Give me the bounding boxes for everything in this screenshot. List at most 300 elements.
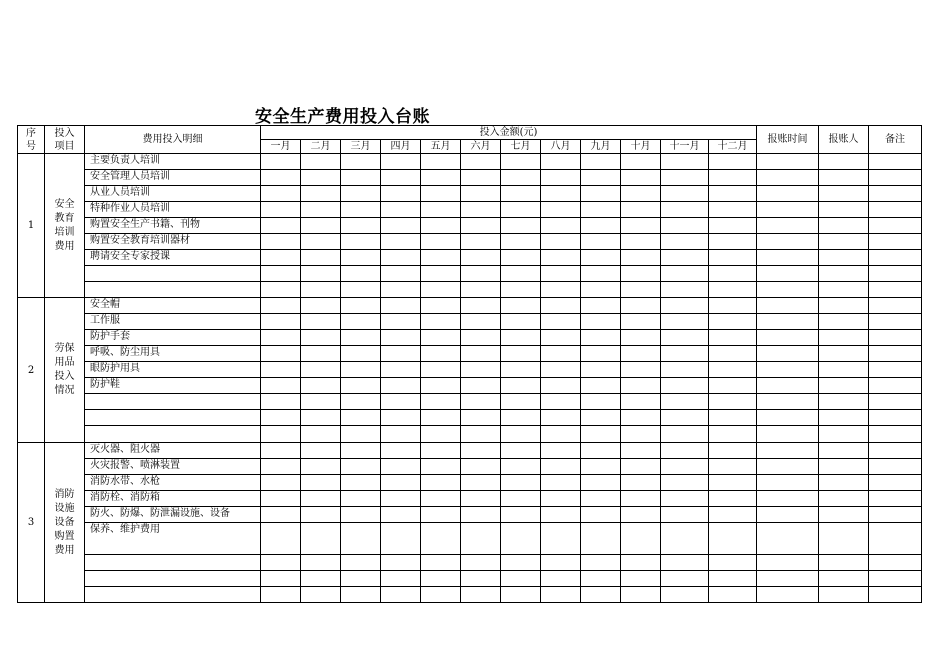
month-amount-cell[interactable] [709, 202, 757, 218]
month-amount-cell[interactable] [421, 587, 461, 603]
month-amount-cell[interactable] [341, 266, 381, 282]
reporter-cell[interactable] [819, 282, 869, 298]
month-amount-cell[interactable] [261, 298, 301, 314]
month-amount-cell[interactable] [341, 346, 381, 362]
month-amount-cell[interactable] [341, 394, 381, 410]
month-amount-cell[interactable] [341, 459, 381, 475]
month-amount-cell[interactable] [301, 491, 341, 507]
month-amount-cell[interactable] [501, 426, 541, 443]
month-amount-cell[interactable] [261, 443, 301, 459]
remark-cell[interactable] [869, 154, 922, 170]
month-amount-cell[interactable] [661, 523, 709, 555]
report-time-cell[interactable] [757, 378, 819, 394]
month-amount-cell[interactable] [581, 314, 621, 330]
month-amount-cell[interactable] [709, 491, 757, 507]
month-amount-cell[interactable] [381, 491, 421, 507]
month-amount-cell[interactable] [301, 426, 341, 443]
month-amount-cell[interactable] [341, 218, 381, 234]
month-amount-cell[interactable] [341, 491, 381, 507]
remark-cell[interactable] [869, 378, 922, 394]
month-amount-cell[interactable] [581, 410, 621, 426]
month-amount-cell[interactable] [421, 314, 461, 330]
month-amount-cell[interactable] [581, 587, 621, 603]
month-amount-cell[interactable] [461, 475, 501, 491]
month-amount-cell[interactable] [581, 571, 621, 587]
month-amount-cell[interactable] [421, 571, 461, 587]
month-amount-cell[interactable] [709, 362, 757, 378]
month-amount-cell[interactable] [661, 234, 709, 250]
month-amount-cell[interactable] [621, 154, 661, 170]
month-amount-cell[interactable] [541, 234, 581, 250]
month-amount-cell[interactable] [301, 507, 341, 523]
reporter-cell[interactable] [819, 298, 869, 314]
month-amount-cell[interactable] [541, 282, 581, 298]
month-amount-cell[interactable] [581, 507, 621, 523]
month-amount-cell[interactable] [541, 170, 581, 186]
month-amount-cell[interactable] [421, 523, 461, 555]
month-amount-cell[interactable] [341, 298, 381, 314]
month-amount-cell[interactable] [661, 202, 709, 218]
month-amount-cell[interactable] [661, 154, 709, 170]
month-amount-cell[interactable] [301, 170, 341, 186]
month-amount-cell[interactable] [661, 314, 709, 330]
month-amount-cell[interactable] [341, 170, 381, 186]
reporter-cell[interactable] [819, 314, 869, 330]
month-amount-cell[interactable] [421, 378, 461, 394]
remark-cell[interactable] [869, 266, 922, 282]
month-amount-cell[interactable] [301, 202, 341, 218]
month-amount-cell[interactable] [541, 186, 581, 202]
month-amount-cell[interactable] [621, 587, 661, 603]
month-amount-cell[interactable] [461, 154, 501, 170]
reporter-cell[interactable] [819, 218, 869, 234]
remark-cell[interactable] [869, 475, 922, 491]
month-amount-cell[interactable] [341, 314, 381, 330]
month-amount-cell[interactable] [661, 555, 709, 571]
month-amount-cell[interactable] [461, 282, 501, 298]
month-amount-cell[interactable] [461, 346, 501, 362]
month-amount-cell[interactable] [301, 234, 341, 250]
reporter-cell[interactable] [819, 587, 869, 603]
report-time-cell[interactable] [757, 394, 819, 410]
month-amount-cell[interactable] [709, 266, 757, 282]
remark-cell[interactable] [869, 202, 922, 218]
reporter-cell[interactable] [819, 571, 869, 587]
month-amount-cell[interactable] [381, 475, 421, 491]
reporter-cell[interactable] [819, 170, 869, 186]
month-amount-cell[interactable] [621, 459, 661, 475]
month-amount-cell[interactable] [501, 170, 541, 186]
month-amount-cell[interactable] [301, 218, 341, 234]
month-amount-cell[interactable] [261, 587, 301, 603]
month-amount-cell[interactable] [381, 218, 421, 234]
month-amount-cell[interactable] [621, 507, 661, 523]
month-amount-cell[interactable] [709, 475, 757, 491]
month-amount-cell[interactable] [621, 394, 661, 410]
month-amount-cell[interactable] [621, 282, 661, 298]
month-amount-cell[interactable] [301, 154, 341, 170]
month-amount-cell[interactable] [381, 571, 421, 587]
month-amount-cell[interactable] [261, 314, 301, 330]
month-amount-cell[interactable] [621, 314, 661, 330]
remark-cell[interactable] [869, 426, 922, 443]
month-amount-cell[interactable] [661, 250, 709, 266]
month-amount-cell[interactable] [421, 491, 461, 507]
month-amount-cell[interactable] [341, 234, 381, 250]
month-amount-cell[interactable] [661, 507, 709, 523]
report-time-cell[interactable] [757, 266, 819, 282]
month-amount-cell[interactable] [621, 170, 661, 186]
month-amount-cell[interactable] [421, 443, 461, 459]
month-amount-cell[interactable] [661, 410, 709, 426]
month-amount-cell[interactable] [621, 523, 661, 555]
month-amount-cell[interactable] [621, 378, 661, 394]
month-amount-cell[interactable] [541, 394, 581, 410]
month-amount-cell[interactable] [501, 314, 541, 330]
month-amount-cell[interactable] [501, 298, 541, 314]
reporter-cell[interactable] [819, 459, 869, 475]
month-amount-cell[interactable] [301, 523, 341, 555]
month-amount-cell[interactable] [381, 410, 421, 426]
month-amount-cell[interactable] [261, 394, 301, 410]
month-amount-cell[interactable] [541, 491, 581, 507]
month-amount-cell[interactable] [621, 218, 661, 234]
month-amount-cell[interactable] [501, 346, 541, 362]
month-amount-cell[interactable] [341, 475, 381, 491]
month-amount-cell[interactable] [581, 459, 621, 475]
month-amount-cell[interactable] [381, 378, 421, 394]
month-amount-cell[interactable] [301, 282, 341, 298]
month-amount-cell[interactable] [261, 234, 301, 250]
month-amount-cell[interactable] [261, 218, 301, 234]
month-amount-cell[interactable] [261, 250, 301, 266]
month-amount-cell[interactable] [501, 555, 541, 571]
month-amount-cell[interactable] [421, 250, 461, 266]
report-time-cell[interactable] [757, 314, 819, 330]
month-amount-cell[interactable] [261, 507, 301, 523]
month-amount-cell[interactable] [261, 491, 301, 507]
month-amount-cell[interactable] [261, 154, 301, 170]
month-amount-cell[interactable] [461, 507, 501, 523]
month-amount-cell[interactable] [581, 218, 621, 234]
month-amount-cell[interactable] [581, 394, 621, 410]
month-amount-cell[interactable] [381, 186, 421, 202]
reporter-cell[interactable] [819, 410, 869, 426]
month-amount-cell[interactable] [501, 330, 541, 346]
remark-cell[interactable] [869, 218, 922, 234]
report-time-cell[interactable] [757, 491, 819, 507]
month-amount-cell[interactable] [709, 426, 757, 443]
report-time-cell[interactable] [757, 475, 819, 491]
report-time-cell[interactable] [757, 202, 819, 218]
month-amount-cell[interactable] [709, 571, 757, 587]
month-amount-cell[interactable] [461, 443, 501, 459]
month-amount-cell[interactable] [709, 154, 757, 170]
month-amount-cell[interactable] [581, 154, 621, 170]
month-amount-cell[interactable] [461, 234, 501, 250]
month-amount-cell[interactable] [709, 314, 757, 330]
month-amount-cell[interactable] [421, 410, 461, 426]
month-amount-cell[interactable] [501, 587, 541, 603]
report-time-cell[interactable] [757, 346, 819, 362]
remark-cell[interactable] [869, 186, 922, 202]
report-time-cell[interactable] [757, 218, 819, 234]
remark-cell[interactable] [869, 507, 922, 523]
month-amount-cell[interactable] [661, 330, 709, 346]
month-amount-cell[interactable] [341, 571, 381, 587]
month-amount-cell[interactable] [301, 475, 341, 491]
month-amount-cell[interactable] [501, 282, 541, 298]
month-amount-cell[interactable] [421, 459, 461, 475]
month-amount-cell[interactable] [621, 475, 661, 491]
month-amount-cell[interactable] [709, 298, 757, 314]
month-amount-cell[interactable] [341, 410, 381, 426]
month-amount-cell[interactable] [381, 346, 421, 362]
month-amount-cell[interactable] [261, 330, 301, 346]
month-amount-cell[interactable] [461, 523, 501, 555]
report-time-cell[interactable] [757, 234, 819, 250]
month-amount-cell[interactable] [581, 298, 621, 314]
remark-cell[interactable] [869, 314, 922, 330]
month-amount-cell[interactable] [381, 507, 421, 523]
month-amount-cell[interactable] [501, 523, 541, 555]
month-amount-cell[interactable] [301, 186, 341, 202]
month-amount-cell[interactable] [381, 234, 421, 250]
month-amount-cell[interactable] [709, 234, 757, 250]
month-amount-cell[interactable] [501, 218, 541, 234]
month-amount-cell[interactable] [261, 282, 301, 298]
month-amount-cell[interactable] [541, 378, 581, 394]
month-amount-cell[interactable] [301, 378, 341, 394]
month-amount-cell[interactable] [581, 330, 621, 346]
report-time-cell[interactable] [757, 426, 819, 443]
month-amount-cell[interactable] [421, 507, 461, 523]
month-amount-cell[interactable] [709, 443, 757, 459]
month-amount-cell[interactable] [501, 186, 541, 202]
month-amount-cell[interactable] [581, 202, 621, 218]
month-amount-cell[interactable] [541, 410, 581, 426]
month-amount-cell[interactable] [541, 330, 581, 346]
month-amount-cell[interactable] [581, 426, 621, 443]
month-amount-cell[interactable] [381, 587, 421, 603]
month-amount-cell[interactable] [341, 282, 381, 298]
report-time-cell[interactable] [757, 250, 819, 266]
report-time-cell[interactable] [757, 282, 819, 298]
month-amount-cell[interactable] [301, 555, 341, 571]
month-amount-cell[interactable] [501, 362, 541, 378]
month-amount-cell[interactable] [381, 426, 421, 443]
month-amount-cell[interactable] [381, 202, 421, 218]
report-time-cell[interactable] [757, 587, 819, 603]
month-amount-cell[interactable] [381, 282, 421, 298]
month-amount-cell[interactable] [461, 298, 501, 314]
reporter-cell[interactable] [819, 555, 869, 571]
month-amount-cell[interactable] [301, 587, 341, 603]
month-amount-cell[interactable] [581, 491, 621, 507]
month-amount-cell[interactable] [581, 186, 621, 202]
month-amount-cell[interactable] [709, 507, 757, 523]
month-amount-cell[interactable] [501, 459, 541, 475]
month-amount-cell[interactable] [341, 202, 381, 218]
month-amount-cell[interactable] [301, 330, 341, 346]
report-time-cell[interactable] [757, 186, 819, 202]
month-amount-cell[interactable] [709, 330, 757, 346]
month-amount-cell[interactable] [381, 170, 421, 186]
month-amount-cell[interactable] [461, 186, 501, 202]
remark-cell[interactable] [869, 523, 922, 555]
month-amount-cell[interactable] [541, 362, 581, 378]
reporter-cell[interactable] [819, 394, 869, 410]
month-amount-cell[interactable] [621, 234, 661, 250]
month-amount-cell[interactable] [421, 475, 461, 491]
month-amount-cell[interactable] [341, 587, 381, 603]
report-time-cell[interactable] [757, 170, 819, 186]
month-amount-cell[interactable] [581, 443, 621, 459]
month-amount-cell[interactable] [461, 426, 501, 443]
remark-cell[interactable] [869, 491, 922, 507]
month-amount-cell[interactable] [341, 330, 381, 346]
month-amount-cell[interactable] [421, 218, 461, 234]
month-amount-cell[interactable] [541, 298, 581, 314]
month-amount-cell[interactable] [421, 555, 461, 571]
reporter-cell[interactable] [819, 266, 869, 282]
month-amount-cell[interactable] [501, 491, 541, 507]
remark-cell[interactable] [869, 170, 922, 186]
month-amount-cell[interactable] [341, 555, 381, 571]
month-amount-cell[interactable] [501, 266, 541, 282]
month-amount-cell[interactable] [501, 475, 541, 491]
month-amount-cell[interactable] [421, 298, 461, 314]
month-amount-cell[interactable] [381, 443, 421, 459]
month-amount-cell[interactable] [661, 266, 709, 282]
month-amount-cell[interactable] [621, 298, 661, 314]
reporter-cell[interactable] [819, 330, 869, 346]
report-time-cell[interactable] [757, 154, 819, 170]
month-amount-cell[interactable] [661, 346, 709, 362]
month-amount-cell[interactable] [301, 346, 341, 362]
month-amount-cell[interactable] [261, 523, 301, 555]
month-amount-cell[interactable] [261, 426, 301, 443]
remark-cell[interactable] [869, 250, 922, 266]
month-amount-cell[interactable] [709, 394, 757, 410]
month-amount-cell[interactable] [301, 394, 341, 410]
month-amount-cell[interactable] [461, 170, 501, 186]
month-amount-cell[interactable] [581, 362, 621, 378]
month-amount-cell[interactable] [709, 282, 757, 298]
month-amount-cell[interactable] [261, 459, 301, 475]
month-amount-cell[interactable] [461, 394, 501, 410]
reporter-cell[interactable] [819, 475, 869, 491]
month-amount-cell[interactable] [621, 330, 661, 346]
month-amount-cell[interactable] [301, 459, 341, 475]
month-amount-cell[interactable] [341, 362, 381, 378]
report-time-cell[interactable] [757, 555, 819, 571]
month-amount-cell[interactable] [301, 443, 341, 459]
month-amount-cell[interactable] [421, 186, 461, 202]
month-amount-cell[interactable] [381, 555, 421, 571]
month-amount-cell[interactable] [301, 314, 341, 330]
month-amount-cell[interactable] [541, 266, 581, 282]
month-amount-cell[interactable] [661, 282, 709, 298]
reporter-cell[interactable] [819, 523, 869, 555]
month-amount-cell[interactable] [541, 587, 581, 603]
reporter-cell[interactable] [819, 250, 869, 266]
month-amount-cell[interactable] [381, 314, 421, 330]
month-amount-cell[interactable] [581, 523, 621, 555]
month-amount-cell[interactable] [541, 571, 581, 587]
month-amount-cell[interactable] [581, 266, 621, 282]
month-amount-cell[interactable] [501, 250, 541, 266]
month-amount-cell[interactable] [461, 491, 501, 507]
month-amount-cell[interactable] [341, 250, 381, 266]
reporter-cell[interactable] [819, 362, 869, 378]
remark-cell[interactable] [869, 410, 922, 426]
month-amount-cell[interactable] [421, 330, 461, 346]
month-amount-cell[interactable] [421, 202, 461, 218]
month-amount-cell[interactable] [709, 218, 757, 234]
month-amount-cell[interactable] [661, 587, 709, 603]
month-amount-cell[interactable] [461, 250, 501, 266]
month-amount-cell[interactable] [621, 346, 661, 362]
month-amount-cell[interactable] [661, 298, 709, 314]
month-amount-cell[interactable] [301, 266, 341, 282]
month-amount-cell[interactable] [301, 571, 341, 587]
month-amount-cell[interactable] [261, 186, 301, 202]
report-time-cell[interactable] [757, 443, 819, 459]
month-amount-cell[interactable] [381, 459, 421, 475]
month-amount-cell[interactable] [501, 394, 541, 410]
month-amount-cell[interactable] [709, 170, 757, 186]
month-amount-cell[interactable] [461, 555, 501, 571]
month-amount-cell[interactable] [501, 410, 541, 426]
month-amount-cell[interactable] [501, 202, 541, 218]
month-amount-cell[interactable] [461, 202, 501, 218]
month-amount-cell[interactable] [621, 491, 661, 507]
month-amount-cell[interactable] [501, 234, 541, 250]
month-amount-cell[interactable] [709, 459, 757, 475]
month-amount-cell[interactable] [261, 170, 301, 186]
reporter-cell[interactable] [819, 426, 869, 443]
month-amount-cell[interactable] [261, 202, 301, 218]
reporter-cell[interactable] [819, 507, 869, 523]
remark-cell[interactable] [869, 298, 922, 314]
month-amount-cell[interactable] [381, 523, 421, 555]
month-amount-cell[interactable] [301, 298, 341, 314]
remark-cell[interactable] [869, 555, 922, 571]
month-amount-cell[interactable] [501, 443, 541, 459]
month-amount-cell[interactable] [301, 362, 341, 378]
month-amount-cell[interactable] [621, 250, 661, 266]
month-amount-cell[interactable] [581, 282, 621, 298]
month-amount-cell[interactable] [661, 571, 709, 587]
month-amount-cell[interactable] [581, 250, 621, 266]
month-amount-cell[interactable] [261, 475, 301, 491]
month-amount-cell[interactable] [341, 523, 381, 555]
month-amount-cell[interactable] [661, 218, 709, 234]
month-amount-cell[interactable] [461, 314, 501, 330]
month-amount-cell[interactable] [541, 202, 581, 218]
month-amount-cell[interactable] [621, 362, 661, 378]
report-time-cell[interactable] [757, 362, 819, 378]
month-amount-cell[interactable] [461, 378, 501, 394]
month-amount-cell[interactable] [261, 571, 301, 587]
month-amount-cell[interactable] [541, 314, 581, 330]
month-amount-cell[interactable] [661, 186, 709, 202]
month-amount-cell[interactable] [261, 362, 301, 378]
month-amount-cell[interactable] [341, 507, 381, 523]
report-time-cell[interactable] [757, 571, 819, 587]
month-amount-cell[interactable] [581, 475, 621, 491]
